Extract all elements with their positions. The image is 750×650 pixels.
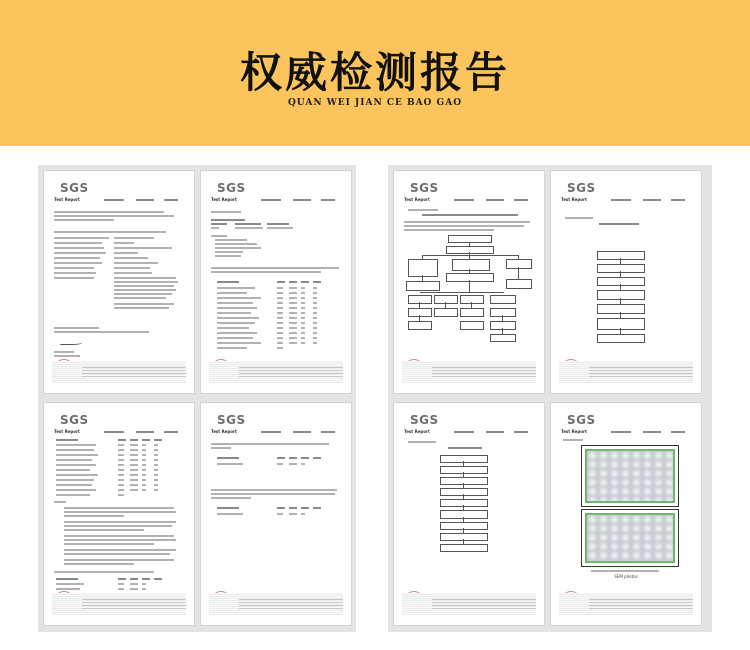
report-page-1[interactable] [44, 171, 194, 393]
report-header-label: Test Report [211, 197, 237, 202]
page-footer [559, 593, 693, 615]
page-footer [52, 361, 186, 383]
page-footer [402, 593, 536, 615]
page-footer [402, 361, 536, 383]
page-footer [209, 361, 343, 383]
page-footer [52, 593, 186, 615]
report-header-label: Test Report [404, 429, 430, 434]
report-page-8[interactable] [551, 403, 701, 625]
report-page-5[interactable] [394, 171, 544, 393]
sample-photo-2 [581, 509, 679, 567]
sample-photo-1 [581, 445, 679, 507]
page-title: 权威检测报告 [239, 48, 510, 97]
report-page-7[interactable] [394, 403, 544, 625]
report-header-label: Test Report [561, 429, 587, 434]
sgs-logo: SGS [410, 181, 439, 195]
sgs-logo: SGS [60, 413, 89, 427]
figure-caption: SEM photos [614, 574, 638, 579]
report-page-3[interactable] [44, 403, 194, 625]
report-header-label: Test Report [54, 197, 80, 202]
sgs-logo: SGS [567, 181, 596, 195]
report-header-label: Test Report [561, 197, 587, 202]
report-page-6[interactable] [551, 171, 701, 393]
sgs-logo: SGS [410, 413, 439, 427]
report-page-2[interactable] [201, 171, 351, 393]
page-footer [559, 361, 693, 383]
sgs-logo: SGS [217, 181, 246, 195]
report-header-label: Test Report [54, 429, 80, 434]
page-footer [209, 593, 343, 615]
sgs-logo: SGS [217, 413, 246, 427]
page-subtitle: QUAN WEI JIAN CE BAO GAO [287, 98, 463, 108]
report-page-4[interactable] [201, 403, 351, 625]
report-header-label: Test Report [404, 197, 430, 202]
sgs-logo: SGS [60, 181, 89, 195]
sgs-logo: SGS [567, 413, 596, 427]
report-header-label: Test Report [211, 429, 237, 434]
